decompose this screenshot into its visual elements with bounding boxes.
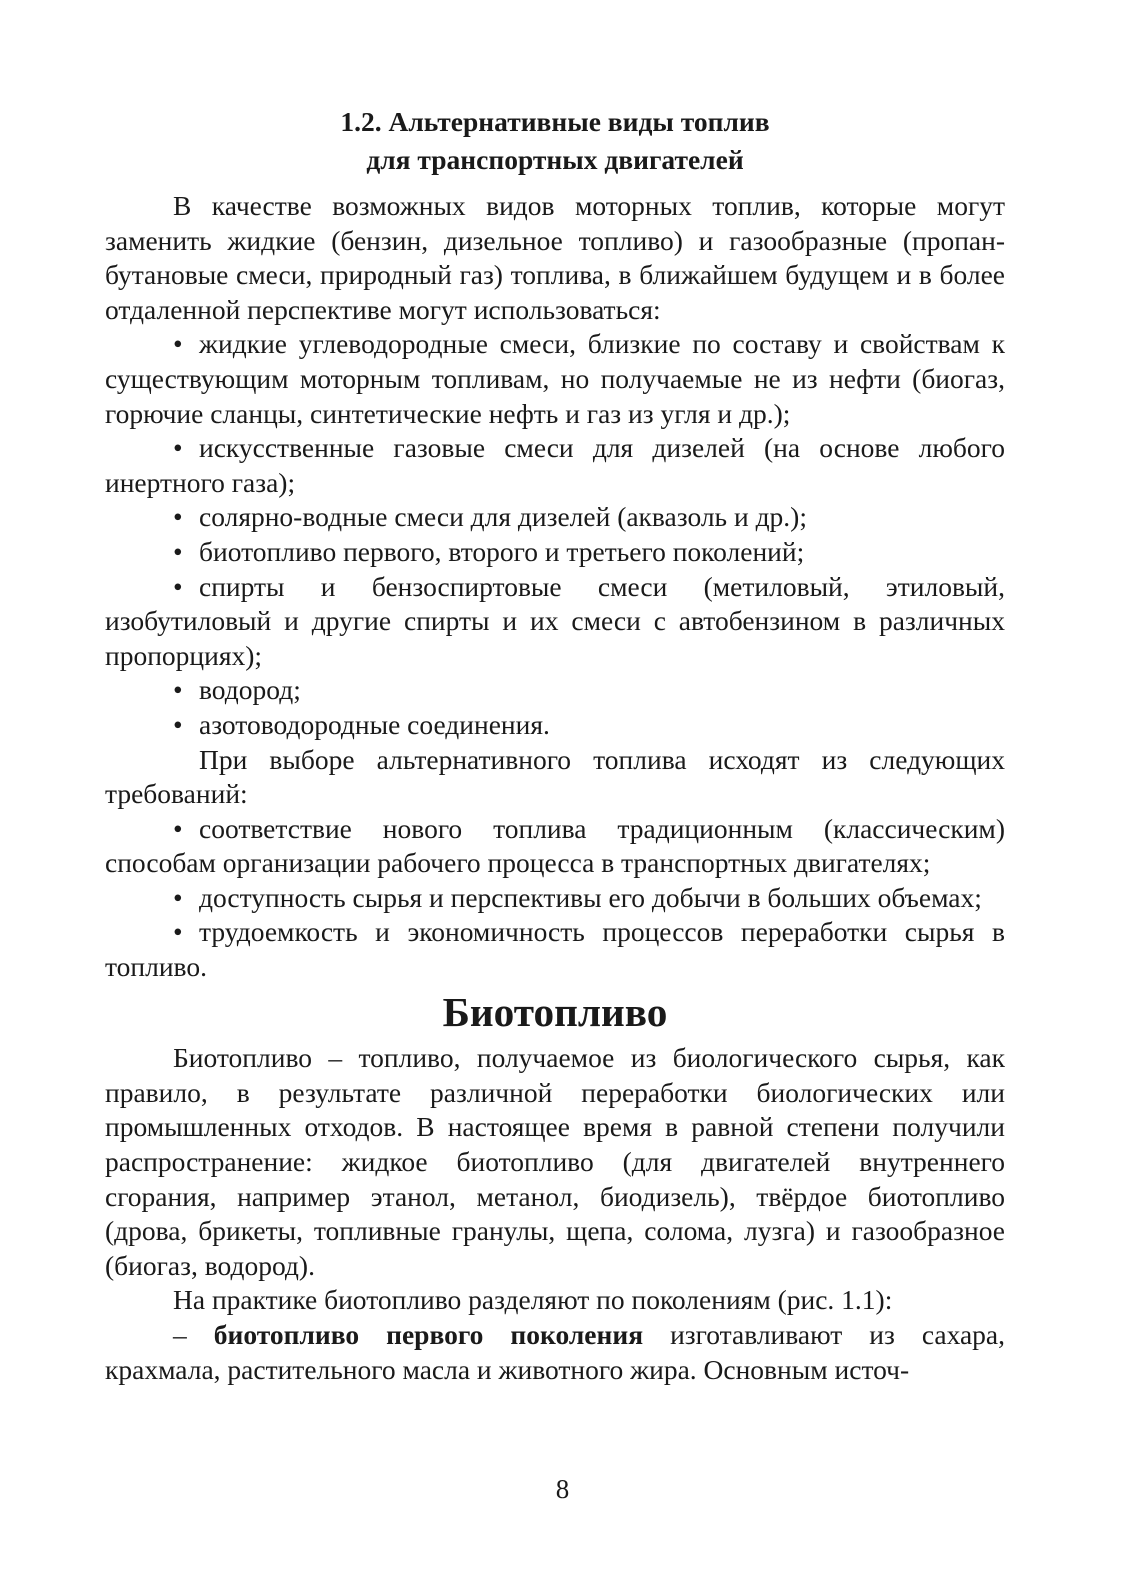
bullet-icon: • [173, 708, 183, 740]
list-item-text: спирты и бензоспиртовые смеси (метиловый, этиловый, изобутиловый и другие спирты и их смеси с автобензином в различных пропорциях); [105, 570, 1005, 671]
list-item-text: доступность сырья и перспективы его добычи в больших объемах; [199, 881, 982, 913]
bullet-icon: • [173, 916, 183, 948]
list-item-text: искусственные газовые смеси для дизелей (на основе любого инертного газа); [105, 432, 1005, 498]
list-item [105, 812, 1005, 881]
bullet-icon: • [173, 328, 183, 360]
list-item [105, 535, 1005, 570]
biofuel-definition-paragraph: Биотопливо – топливо, получаемое из биологического сырья, как правило, в результате различной переработки биологических или промышленных отходов. В настоящее время в равной степени получили распространение: жидкое биотопливо (для двигателей внутреннего сгорания, например этанол, метанол, биодизель), твёрдое биотопливо (дрова, брикеты, топливные гранулы, щепа, солома, лузга) и газообразное (биогаз, водород). [105, 1042, 1005, 1281]
first-generation-text: изготавливают из сахара, крахмала, растительного масла и животного жира. Основным источ- [105, 1319, 1006, 1385]
list-item-text: азотоводородные соединения. [199, 708, 550, 740]
list-item-text: биотопливо первого, второго и третьего поколений; [199, 535, 805, 567]
section-heading-line-1: 1.2. Альтернативные виды топлив [340, 106, 770, 137]
biofuel-subheading: Биотопливо [442, 988, 668, 1035]
bullet-icon: • [173, 812, 183, 844]
list-item [105, 570, 1005, 674]
dash-mark: – [173, 1319, 187, 1350]
bullet-icon: • [173, 881, 183, 913]
generations-intro: На практике биотопливо разделяют по поколениям (рис. 1.1): [173, 1284, 893, 1316]
list-item-text: трудоемкость и экономичность процессов переработки сырья в топливо. [105, 916, 1005, 983]
bullet-icon: • [173, 501, 183, 533]
list-item-text: солярно-водные смеси для дизелей (аквазоль и др.); [199, 501, 807, 533]
list-item [105, 881, 1005, 916]
page-body [105, 103, 1005, 1387]
list-item-text: водород; [199, 674, 301, 706]
list-item [105, 708, 1005, 743]
requirements-intro: При выборе альтернативного топлива исходят из следующих требований: [105, 743, 1005, 810]
section-heading-line-2: для транспортных двигателей [366, 144, 744, 175]
list-item [105, 915, 1005, 984]
page-number: 8 [555, 1474, 570, 1504]
list-item-text: соответствие нового топлива традиционным (классическим) способам организации рабочего процесса в транспортных двигателях; [105, 812, 1005, 879]
first-generation-term: биотопливо первого поколения [213, 1319, 644, 1350]
list-item [105, 431, 1005, 500]
bullet-icon: • [173, 535, 183, 567]
list-item [105, 327, 1005, 431]
bullet-icon: • [173, 432, 183, 464]
list-item-text: жидкие углеводородные смеси, близкие по составу и свойствам к существующим моторным топливам, но получаемые не из нефти (биогаз, горючие сланцы, синтетические нефть и газ из угля и др.); [105, 328, 1005, 429]
bullet-icon: • [173, 570, 183, 602]
list-item [105, 500, 1005, 535]
list-item [105, 673, 1005, 708]
section-heading [105, 103, 1005, 179]
first-generation-paragraph [105, 1318, 1005, 1387]
requirements-list [105, 812, 1005, 985]
fuel-types-list [105, 327, 1005, 742]
bullet-icon: • [173, 674, 183, 706]
intro-paragraph: В качестве возможных видов моторных топлив, которые могут заменить жидкие (бензин, дизельное топливо) и газообразные (пропан-бутановые смеси, природный газ) топлива, в ближайшем будущем и в более отдаленной перспективе могут использоваться: [105, 190, 1005, 325]
